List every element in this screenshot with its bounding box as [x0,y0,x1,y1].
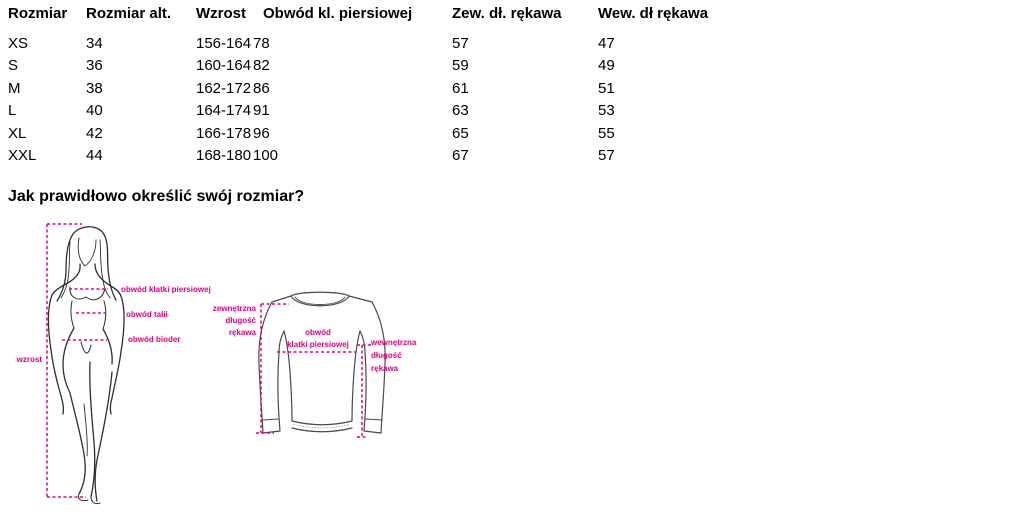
cell-size: XXL [8,147,37,165]
label-line: rękawa [371,364,399,373]
female-figure-sketch [49,227,125,504]
header-rozmiar-alt: Rozmiar alt. [86,5,172,22]
cell-size-alt: 40 [86,102,103,120]
label-waist-circumference: obwód talii [126,310,168,319]
cell-inner-sleeve: 53 [598,102,615,120]
table-row [8,77,768,100]
cell-inner-sleeve: 51 [598,79,615,97]
cell-height: 160-164 [196,57,252,75]
cell-height: 164-174 [196,102,252,120]
label-inner-sleeve-length [371,336,433,375]
table-row [8,55,768,78]
table-header-row [8,5,768,32]
label-line: rękawa [228,328,256,337]
header-obwod: Obwód kl. piersiowej [263,5,413,22]
header-wew-rekaw: Wew. dł rękawa [598,5,709,22]
label-line: wewnętrzna [371,338,417,347]
cell-outer-sleeve: 67 [452,147,469,165]
cell-outer-sleeve: 61 [452,79,469,97]
label-line: zewnętrzna [212,304,256,313]
section-heading: Jak prawidłowo określić swój rozmiar? [8,188,305,205]
cell-size: XL [8,124,27,142]
label-outer-sleeve-length [198,303,256,339]
header-zew-rekaw: Zew. dł. rękawa [452,5,562,22]
cell-outer-sleeve: 57 [452,34,469,52]
cell-size-alt: 36 [86,57,103,75]
label-line: klatki piersiowej [287,340,349,349]
cell-size-alt: 44 [86,147,103,165]
label-line: długość [371,351,402,360]
label-line: obwód [305,328,331,337]
cell-height: 166-178 [196,124,252,142]
cell-height: 168-180 [196,147,252,165]
shirt-sketch [259,292,385,433]
label-shirt-chest-circumference [280,327,356,351]
table-row [8,145,768,168]
cell-chest: 100 [253,147,279,165]
label-hip-circumference: obwód bioder [128,335,181,344]
cell-inner-sleeve: 49 [598,57,615,75]
cell-size: M [8,79,21,97]
cell-size-alt: 42 [86,124,103,142]
cell-size: L [8,102,17,120]
cell-chest: 91 [253,102,270,120]
size-table [8,5,768,167]
cell-chest: 82 [253,57,270,75]
cell-size: XS [8,34,29,52]
cell-inner-sleeve: 55 [598,124,615,142]
header-wzrost: Wzrost [196,5,246,22]
table-row [8,32,768,55]
cell-outer-sleeve: 63 [452,102,469,120]
size-diagram [0,215,480,515]
header-rozmiar: Rozmiar [8,5,68,22]
cell-outer-sleeve: 59 [452,57,469,75]
cell-outer-sleeve: 65 [452,124,469,142]
cell-inner-sleeve: 47 [598,34,615,52]
cell-chest: 86 [253,79,270,97]
cell-size-alt: 38 [86,79,103,97]
table-row [8,100,768,123]
table-row [8,122,768,145]
label-chest-circumference: obwód klatki piersiowej [121,285,211,294]
cell-chest: 78 [253,34,270,52]
cell-chest: 96 [253,124,270,142]
cell-height: 162-172 [196,79,252,97]
cell-height: 156-164 [196,34,252,52]
cell-inner-sleeve: 57 [598,147,615,165]
label-height: wzrost [16,355,42,364]
cell-size-alt: 34 [86,34,103,52]
cell-size: S [8,57,19,75]
label-line: długość [225,316,256,325]
